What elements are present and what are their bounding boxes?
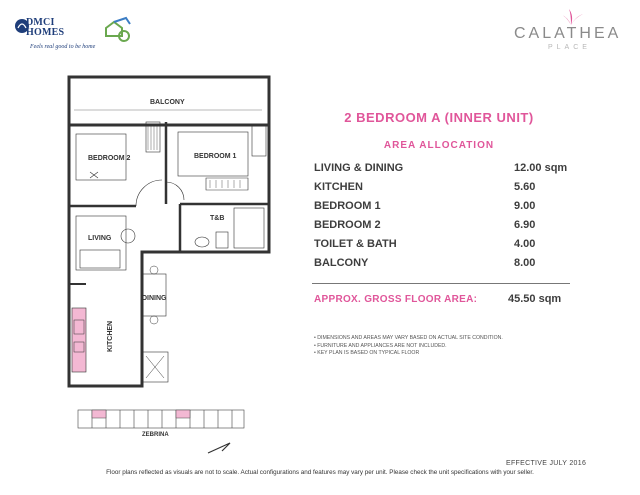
area-value: 5.60 — [514, 181, 536, 193]
area-label: LIVING & DINING — [314, 162, 404, 174]
area-allocation-heading: AREA ALLOCATION — [383, 140, 495, 151]
notes-list — [314, 335, 503, 358]
effective-date: EFFECTIVE JULY 2016 — [506, 460, 587, 467]
note-item: • FURNITURE AND APPLIANCES ARE NOT INCLUDED. — [314, 342, 447, 349]
gross-floor-area-label: APPROX. GROSS FLOOR AREA: — [314, 294, 478, 305]
note-item: • KEY PLAN IS BASED ON TYPICAL FLOOR — [314, 350, 420, 357]
area-row — [314, 257, 572, 276]
calathea-flower-icon — [556, 8, 586, 26]
area-value: 9.00 — [514, 200, 536, 212]
area-label: BEDROOM 2 — [314, 219, 381, 231]
area-label: TOILET & BATH — [314, 238, 397, 250]
brand-tagline: Feels real good to be home — [30, 44, 96, 50]
area-row — [314, 181, 572, 200]
project-subtitle: PLACE — [548, 44, 591, 51]
key-plan — [76, 408, 246, 438]
gross-floor-area-value: 45.50 sqm — [508, 293, 562, 305]
north-arrow-icon — [206, 439, 232, 455]
room-label-kitchen: KITCHEN — [107, 320, 114, 352]
area-row — [314, 238, 572, 257]
room-label-balcony: BALCONY — [150, 99, 185, 106]
area-allocation-table — [314, 162, 572, 276]
room-label-bedroom2: BEDROOM 2 — [88, 155, 131, 162]
room-label-living: LIVING — [88, 235, 112, 242]
area-value: 8.00 — [514, 257, 536, 269]
area-value: 4.00 — [514, 238, 536, 250]
key-plan-label: ZEBRINA — [142, 432, 169, 438]
area-row — [314, 200, 572, 219]
project-name: CALATHEA — [514, 25, 622, 42]
floor-plan — [66, 74, 280, 390]
area-value: 6.90 — [514, 219, 536, 231]
area-label: BEDROOM 1 — [314, 200, 381, 212]
unit-title: 2 BEDROOM A (INNER UNIT) — [344, 110, 534, 125]
area-label: KITCHEN — [314, 181, 363, 193]
area-row — [314, 219, 572, 238]
area-row — [314, 162, 572, 181]
room-label-tb: T&B — [210, 215, 225, 222]
area-label: BALCONY — [314, 257, 369, 269]
room-label-bedroom1: BEDROOM 1 — [194, 153, 237, 160]
room-label-dining: DINING — [142, 295, 167, 302]
note-item: • DIMENSIONS AND AREAS MAY VARY BASED ON ACTUAL SITE CONDITION. — [314, 335, 503, 341]
divider — [312, 283, 570, 284]
brand-name: DMCI HOMES — [26, 17, 65, 38]
area-value: 12.00 sqm — [514, 162, 568, 174]
disclaimer: Floor plans reflected as visuals are not to scale. Actual configurations and features may vary per unit. Please check the unit specifications with your seller. — [106, 469, 534, 476]
